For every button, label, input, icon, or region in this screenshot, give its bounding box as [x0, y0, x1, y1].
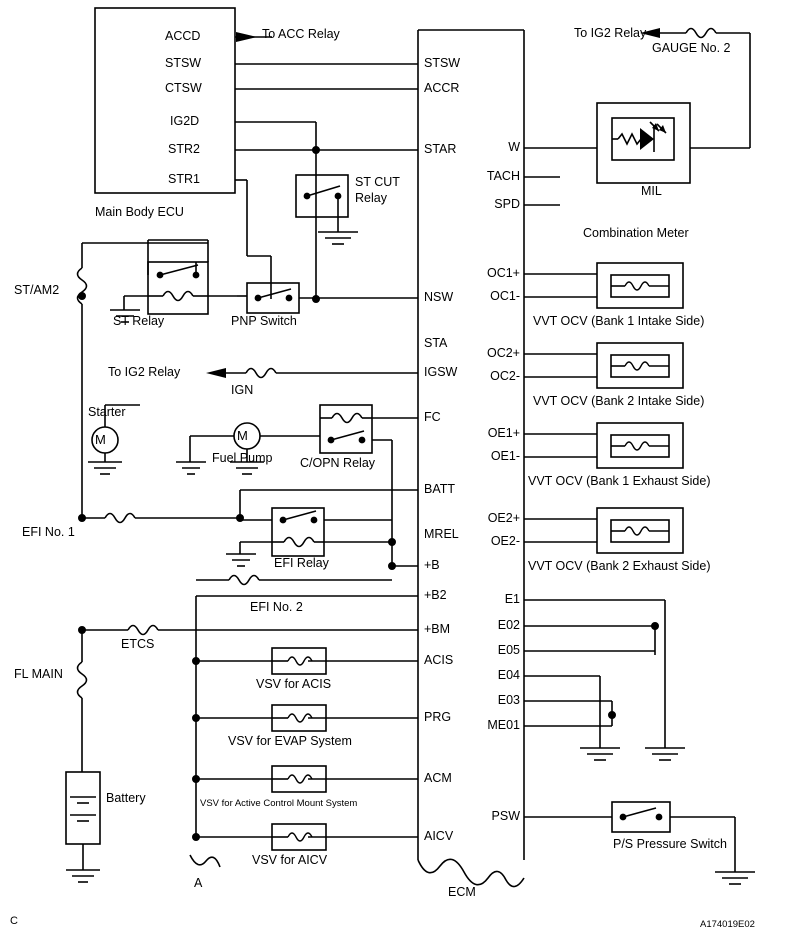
battery-label: Battery [106, 791, 146, 805]
ecm-pin-star: STAR [424, 142, 457, 156]
footer-left-code: C [10, 915, 18, 927]
vsv-acis-label: VSV for ACIS [256, 677, 332, 691]
ecu-pin-str2: STR2 [168, 142, 200, 156]
ecm-pin-batt: BATT [424, 482, 456, 496]
point-a-label: A [194, 876, 203, 890]
ecm-pin-igsw: IGSW [424, 365, 458, 379]
ecm-pin-acis: ACIS [424, 653, 454, 667]
ecm-pin-prg: PRG [424, 710, 452, 724]
to-acc-relay-label: To ACC Relay [262, 27, 340, 41]
ecm-pin-mrel: MREL [424, 527, 459, 541]
vvt-bank2-intake-label: VVT OCV (Bank 2 Intake Side) [533, 394, 705, 408]
to-ig2-relay-left-label: To IG2 Relay [108, 365, 181, 379]
ecm-pin-oc2p: OC2+ [486, 346, 520, 360]
ecm-pin-oe2m: OE2- [490, 534, 520, 548]
ecu-pin-accd: ACCD [165, 29, 201, 43]
ecm-pin-sta: STA [424, 336, 448, 350]
ecm-pin-acm: ACM [424, 771, 452, 785]
vvt-bank1-exhaust-label: VVT OCV (Bank 1 Exhaust Side) [528, 474, 711, 488]
ecm-label: ECM [448, 885, 476, 899]
pnp-switch-label: PNP Switch [231, 314, 297, 328]
ecm-pin-e1: E1 [504, 592, 520, 606]
vsv-aicv-label: VSV for AICV [252, 853, 328, 867]
st-relay-label: ST Relay [113, 314, 165, 328]
ecm-pin-oc1p: OC1+ [486, 266, 520, 280]
ign-label: IGN [231, 383, 254, 397]
ecm-pin-oc1m: OC1- [490, 289, 520, 303]
ecm-pin-nsw: NSW [424, 290, 454, 304]
ecm-pin-e03: E03 [497, 693, 520, 707]
main-body-ecu-label: Main Body ECU [95, 205, 184, 219]
ecm-pin-oe1m: OE1- [490, 449, 520, 463]
ecm-pin-tach: TACH [486, 169, 520, 183]
ecm-pin-b2: +B2 [424, 588, 447, 602]
ecm-pin-oe2p: OE2+ [487, 511, 520, 525]
st-cut-relay-label-line1: ST CUT [355, 175, 400, 189]
st-cut-relay-label-line2: Relay [355, 191, 387, 205]
ecm-pin-e02: E02 [497, 618, 520, 632]
ecm-pin-accr: ACCR [424, 81, 460, 95]
ecm-pin-e05: E05 [497, 643, 520, 657]
ecm-pin-oc2m: OC2- [490, 369, 520, 383]
to-ig2-relay-top-label: To IG2 Relay [574, 26, 647, 40]
vvt-bank1-intake-label: VVT OCV (Bank 1 Intake Side) [533, 314, 705, 328]
ps-pressure-switch-label: P/S Pressure Switch [613, 837, 727, 851]
fuel-pump-motor-letter: M [237, 428, 248, 443]
ecm-pin-b: +B [424, 558, 440, 572]
st-am2-label: ST/AM2 [14, 283, 60, 297]
vsv-evap-label: VSV for EVAP System [228, 734, 352, 748]
ecu-pin-stsw: STSW [165, 56, 202, 70]
copn-relay-label: C/OPN Relay [300, 456, 376, 470]
mil-label: MIL [641, 184, 662, 198]
ecm-pin-aicv: AICV [424, 829, 454, 843]
ecm-pin-stsw: STSW [424, 56, 461, 70]
ecm-pin-spd: SPD [494, 197, 520, 211]
ecm-pin-psw: PSW [491, 809, 520, 823]
vvt-bank2-exhaust-label: VVT OCV (Bank 2 Exhaust Side) [528, 559, 711, 573]
ecm-pin-w: W [508, 140, 520, 154]
footer-right-code: A174019E02 [700, 919, 755, 930]
ecm-pin-e04: E04 [497, 668, 520, 682]
gauge-no2-label: GAUGE No. 2 [652, 41, 731, 55]
ecm-pin-me01: ME01 [487, 718, 520, 732]
ecu-pin-str1: STR1 [168, 172, 200, 186]
starter-motor-letter: M [95, 432, 106, 447]
ecu-pin-ig2d: IG2D [170, 114, 200, 128]
fuel-pump-label: Fuel Pump [212, 451, 273, 465]
efi-relay-label: EFI Relay [274, 556, 329, 570]
vsv-acm-label: VSV for Active Control Mount System [200, 798, 358, 809]
etcs-label: ETCS [121, 637, 155, 651]
ecm-pin-oe1p: OE1+ [487, 426, 520, 440]
ecm-pin-fc: FC [424, 410, 441, 424]
fl-main-label: FL MAIN [14, 667, 63, 681]
ecu-pin-ctsw: CTSW [165, 81, 202, 95]
ecm-pin-bm: +BM [424, 622, 451, 636]
efi-no2-label: EFI No. 2 [250, 600, 303, 614]
efi-no1-label: EFI No. 1 [22, 525, 75, 539]
starter-label: Starter [88, 405, 126, 419]
combination-meter-label: Combination Meter [583, 226, 689, 240]
